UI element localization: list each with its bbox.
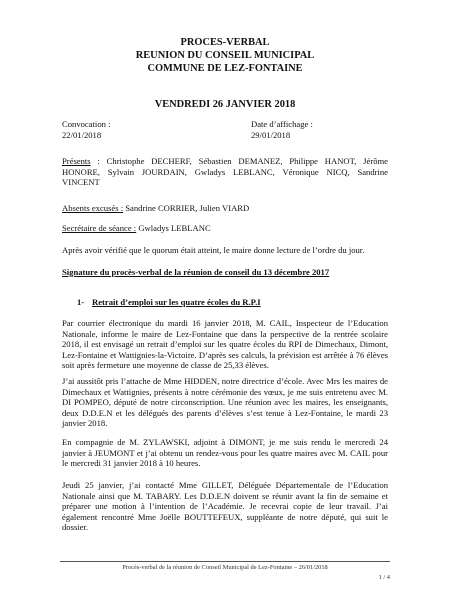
meeting-title: REUNION DU CONSEIL MUNICIPAL <box>135 50 315 61</box>
secretaire-paragraph <box>62 223 388 234</box>
footer-text: Procès-verbal de la réunion de Conseil Municipal de Lez-Fontaine – 26/01/2018 <box>122 564 328 571</box>
commune-title: COMMUNE DE LEZ-FONTAINE <box>147 63 303 74</box>
meeting-date-heading: VENDREDI 26 JANVIER 2018 <box>154 99 296 110</box>
signature-heading: Signature du procès-verbal de la réunion de conseil du 13 décembre 2017 <box>62 267 330 277</box>
presents-paragraph <box>62 156 388 188</box>
page-number: 1 / 4 <box>378 574 390 581</box>
secretaire-name: Gwladys LEBLANC <box>136 223 211 233</box>
secretaire-label: Secrétaire de séance : <box>62 223 137 233</box>
absents-list: Sandrine CORRIER, Julien VIARD <box>123 203 250 213</box>
presents-list: : Christophe DECHERF, Sébastien DEMANEZ, Philippe HANOT, Jérôme HONORE, Sylvain JOURDAIN, Gwladys LEBLANC, Véronique NICQ, Sandrine VINCENT <box>62 156 388 188</box>
presents-label: Présents <box>62 156 91 166</box>
absents-label: Absents excusés : <box>62 203 124 213</box>
quorum-paragraph: Après avoir vérifié que le quorum était atteint, le maire donne lecture de l’ordre du jour. <box>62 245 365 255</box>
paragraph-compagnie: En compagnie de M. ZYLAWSKI, adjoint à DIMONT, je me suis rendu le mercredi 24 janvier à JEUMONT et j’ai obtenu un rendez-vous pour les quatre maires avec M. CAIL pour le mercredi 31 janvier 2018 à 10 heures. <box>62 437 388 469</box>
affichage-label: Date d’affichage : <box>251 119 313 129</box>
convocation-date: 22/01/2018 <box>62 130 102 140</box>
footer-divider <box>60 561 390 562</box>
convocation-label: Convocation : <box>62 119 111 129</box>
paragraph-courrier: Par courrier électronique du mardi 16 janvier 2018, M. CAIL, Inspecteur de l’Education Nationale, informe le maire de Lez-Fontaine que dans la perspective de la rentrée scolaire 2018, il est envisagé un retrait d’emploi sur les quatre écoles du RPI de Dimechaux, Dimont, Lez-Fontaine et Wattignies-la-Victoire. D’après ses calculs, la prévision est arrêtée à 76 élèves soit après fermeture une moyenne de classe de 25,33 élèves. <box>62 318 388 371</box>
absents-paragraph <box>62 203 388 214</box>
section-title: Retrait d’emploi sur les quatre écoles du R.P.I <box>92 297 261 307</box>
affichage-date: 29/01/2018 <box>251 130 291 140</box>
document-title: PROCES-VERBAL <box>180 37 270 48</box>
section-number: 1- <box>77 297 85 307</box>
paragraph-attache: J’ai aussitôt pris l’attache de Mme HIDDEN, notre directrice d’école. Avec Mrs les maires de Dimechaux et Wattignies, présents à notre cérémonie des vœux, je me suis entretenu avec M. DI POMPEO, député de notre circonscription. Une réunion avec les maires, les enseignants, deux D.D.E.N et les délégués des parents d’élèves s’est tenue à Lez-Fontaine, le mardi 23 janvier 2018. <box>62 376 388 429</box>
paragraph-jeudi: Jeudi 25 janvier, j’ai contacté Mme GILLET, Déléguée Départementale de l’Education Nationale ainsi que M. TABARY. Les D.D.E.N doivent se réunir avant la fin de semaine et préparer une motion à l’intention de l’Académie. Je recevrai copie de leur travail. J’ai également rencontré Mme Joëlle BOUTTEFEUX, suppléante de notre député, qui suit le dossier. <box>62 480 388 533</box>
